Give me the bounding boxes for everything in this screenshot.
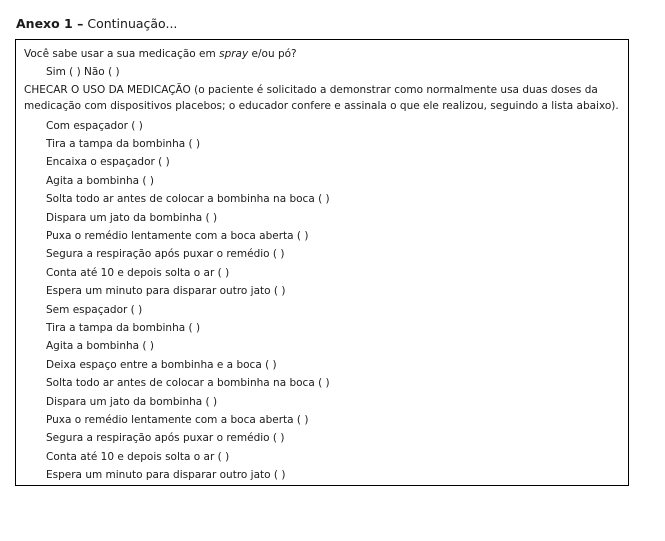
continuation-label: Continuação...	[87, 16, 178, 31]
checklist-item: Espera um minuto para disparar outro jato ( )	[46, 469, 286, 481]
checklist-item: Tira a tampa da bombinha ( )	[46, 322, 201, 334]
checklist-item: Puxa o remédio lentamente com a boca aberta ( )	[46, 414, 309, 426]
checklist-item: Conta até 10 e depois solta o ar ( )	[46, 451, 230, 463]
checklist-item: Espera um minuto para disparar outro jato ( )	[46, 285, 286, 297]
checklist-item: Tira a tampa da bombinha ( )	[46, 138, 201, 150]
checklist-item: Puxa o remédio lentamente com a boca aberta ( )	[46, 230, 309, 242]
checklist-item: Segura a respiração após puxar o remédio ( )	[46, 432, 285, 444]
checklist-item: Deixa espaço entre a bombinha e a boca ( )	[46, 359, 277, 371]
instructions-line-2: medicação com dispositivos placebos; o educador confere e assinala o que ele realizou, seguindo a lista abaixo).	[24, 100, 619, 112]
checklist-item: Segura a respiração após puxar o remédio ( )	[46, 248, 285, 260]
checklist-item: Dispara um jato da bombinha ( )	[46, 396, 218, 408]
annex-label: Anexo 1 –	[16, 16, 84, 31]
yes-no-options: Sim ( ) Não ( )	[46, 66, 120, 78]
checklist-item: Conta até 10 e depois solta o ar ( )	[46, 267, 230, 279]
spray-word: spray	[219, 48, 249, 60]
checklist-item: Encaixa o espaçador ( )	[46, 156, 170, 168]
without-spacer-title: Sem espaçador ( )	[46, 304, 143, 316]
questionnaire-box	[15, 39, 629, 486]
checklist-item: Solta todo ar antes de colocar a bombinha na boca ( )	[46, 377, 330, 389]
instructions-line-1: CHECAR O USO DA MEDICAÇÃO (o paciente é solicitado a demonstrar como normalmente usa duas doses da	[24, 84, 598, 96]
with-spacer-title: Com espaçador ( )	[46, 120, 143, 132]
checklist-item: Dispara um jato da bombinha ( )	[46, 212, 218, 224]
checklist-item: Agita a bombinha ( )	[46, 175, 154, 187]
checklist-item: Solta todo ar antes de colocar a bombinha na boca ( )	[46, 193, 330, 205]
annex-heading	[16, 16, 177, 31]
checklist-item: Agita a bombinha ( )	[46, 340, 154, 352]
spray-question: Você sabe usar a sua medicação em spray e/ou pó?	[24, 48, 297, 60]
